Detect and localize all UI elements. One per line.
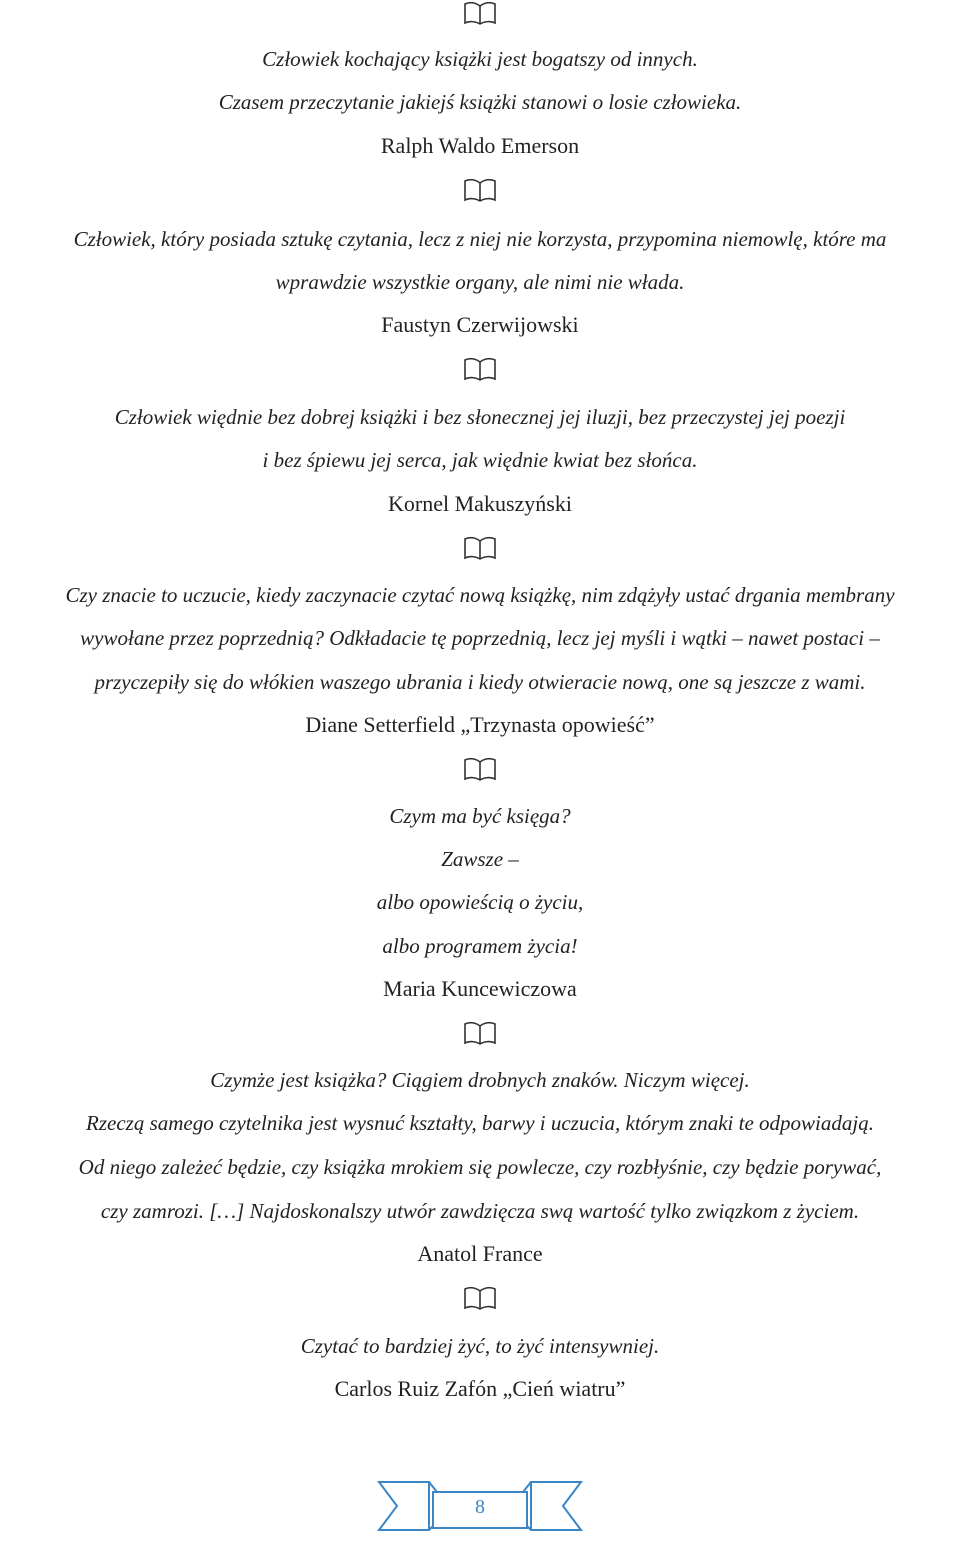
quote-5-line-3: albo opowieścią o życiu, — [376, 890, 584, 914]
quote-5-line-2: Zawsze – — [441, 847, 519, 871]
quote-4-line-3: przyczepiły się do włókien waszego ubrania i kiedy otwieracie nową, one są jeszcze z wami. — [94, 670, 866, 694]
quote-2-line-2: wprawdzie wszystkie organy, ale nimi nie włada. — [275, 270, 685, 294]
quote-5-line-4: albo programem życia! — [382, 934, 578, 958]
quote-6-line-2: Rzeczą samego czytelnika jest wysnuć kształty, barwy i uczucia, którym znaki te odpowiadają. — [86, 1111, 874, 1135]
quote-6-author: Anatol France — [417, 1241, 543, 1266]
open-book-icon — [463, 535, 497, 561]
open-book-icon — [463, 1285, 497, 1311]
quote-2-line-1: Człowiek, który posiada sztukę czytania, lecz z niej nie korzysta, przypomina niemowlę, które ma — [73, 227, 887, 251]
quote-5-author: Maria Kuncewiczowa — [383, 976, 577, 1001]
open-book-icon — [463, 756, 497, 782]
quote-1-line-1: Człowiek kochający książki jest bogatszy od innych. — [262, 47, 698, 71]
quote-1-line-2: Czasem przeczytanie jakiejś książki stanowi o losie człowieka. — [218, 90, 742, 114]
open-book-icon — [463, 0, 497, 26]
quote-3-line-1: Człowiek więdnie bez dobrej książki i bez słonecznej jej iluzji, bez przeczystej jej poezji — [114, 405, 846, 429]
quote-2-author: Faustyn Czerwijowski — [381, 312, 579, 337]
quote-5-line-1: Czym ma być księga? — [389, 804, 571, 828]
quote-6-line-1: Czymże jest książka? Ciągiem drobnych znaków. Niczym więcej. — [210, 1068, 750, 1092]
quote-1-author: Ralph Waldo Emerson — [380, 133, 580, 158]
quote-4-author: Diane Setterfield „Trzynasta opowieść” — [305, 712, 655, 737]
quote-6-line-4: czy zamrozi. […] Najdoskonalszy utwór zawdzięcza swą wartość tylko związkom z życiem. — [100, 1199, 860, 1223]
quote-3-author: Kornel Makuszyński — [388, 491, 572, 516]
quote-4-line-2: wywołane przez poprzednią? Odkładacie tę poprzednią, lecz jej myśli i wątki – nawet postaci – — [80, 626, 880, 650]
quote-7-line-1: Czytać to bardziej żyć, to żyć intensywniej. — [300, 1334, 660, 1358]
quote-7-author: Carlos Ruiz Zafón „Cień wiatru” — [334, 1376, 626, 1401]
quote-6-line-3: Od niego zależeć będzie, czy książka mrokiem się powlecze, czy rozbłyśnie, czy będzie porywać, — [78, 1155, 882, 1179]
page-number: 8 — [475, 1496, 485, 1518]
open-book-icon — [463, 356, 497, 382]
open-book-icon — [463, 1020, 497, 1046]
quote-4-line-1: Czy znacie to uczucie, kiedy zaczynacie czytać nową książkę, nim zdążyły ustać drgania membrany — [65, 583, 895, 607]
page-number-ribbon — [377, 1478, 583, 1538]
open-book-icon — [463, 177, 497, 203]
quote-3-line-2: i bez śpiewu jej serca, jak więdnie kwiat bez słońca. — [262, 448, 698, 472]
